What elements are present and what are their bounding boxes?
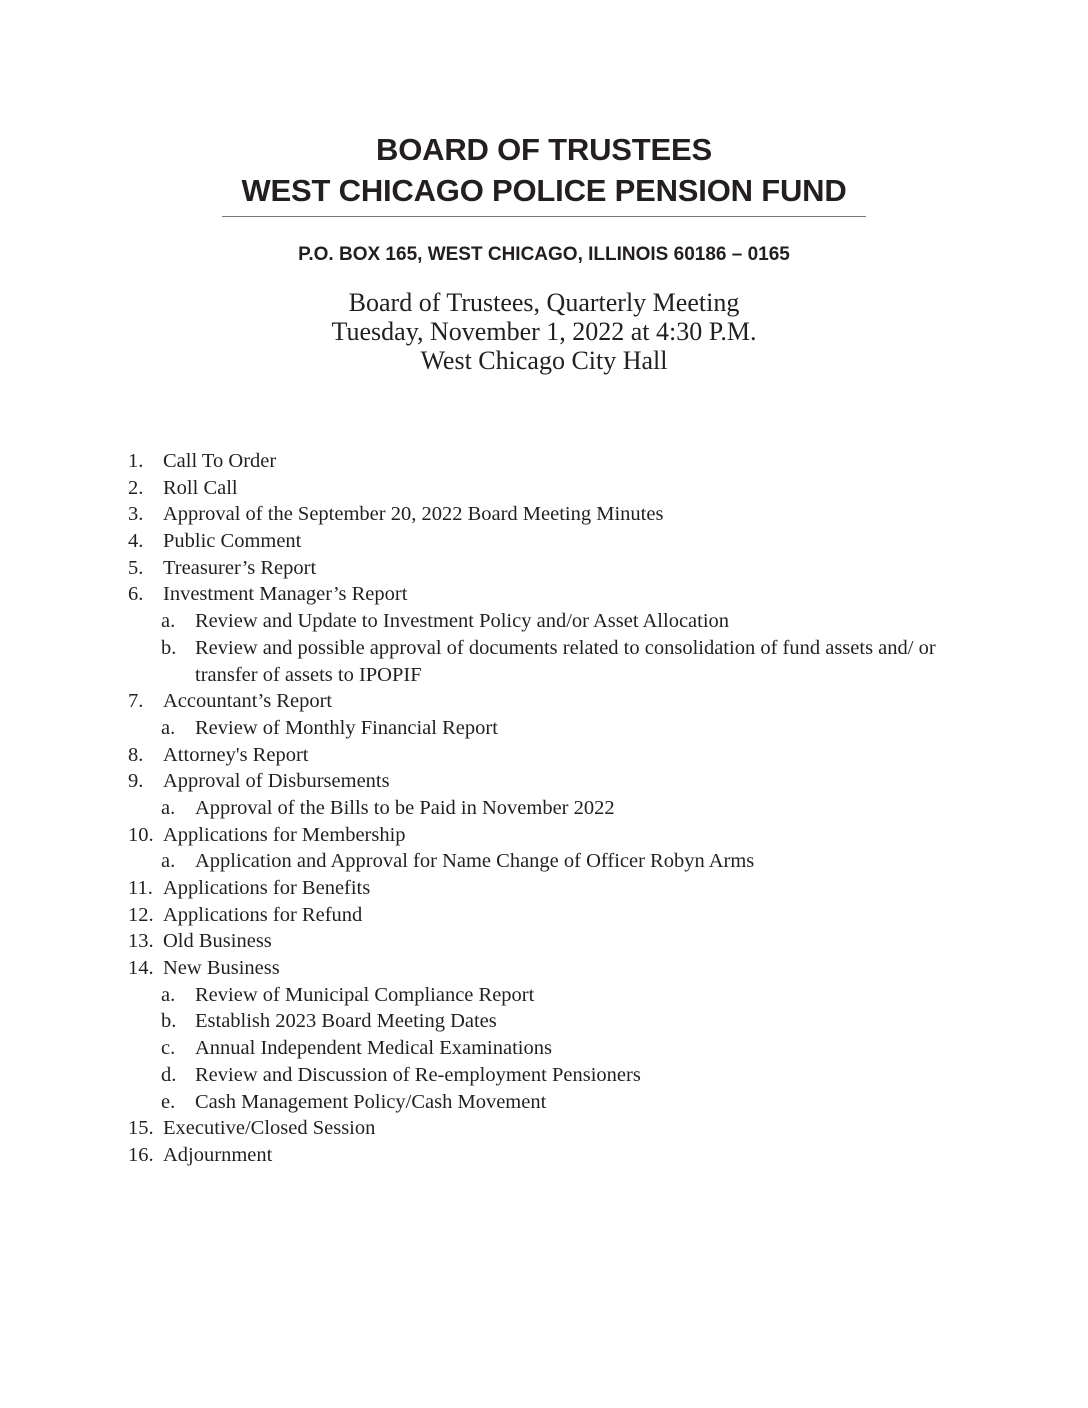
agenda-subitem-letter: d.	[161, 1063, 177, 1086]
agenda-item-number: 12.	[128, 903, 154, 926]
agenda-item-text: Old Business	[163, 930, 272, 953]
agenda-subitem-letter: a.	[161, 850, 176, 873]
agenda-item	[0, 475, 1088, 502]
agenda-list	[0, 448, 1088, 1169]
agenda-subitem-text: Review and possible approval of documents related to consolidation of fund assets and/ or transfer of assets to IPOPIF	[195, 636, 936, 686]
agenda-item-text: New Business	[163, 957, 280, 980]
agenda-item-text: Accountant’s Report	[163, 690, 333, 713]
agenda-item-number: 15.	[128, 1117, 154, 1140]
agenda-subitem-text: Review and Update to Investment Policy and/or Asset Allocation	[195, 610, 730, 633]
agenda-subitem-text: Establish 2023 Board Meeting Dates	[195, 1010, 497, 1033]
agenda-subitem-text: Review of Monthly Financial Report	[195, 716, 498, 739]
agenda-item-number: 4.	[128, 530, 144, 553]
agenda-subitem-text: Annual Independent Medical Examinations	[195, 1037, 552, 1060]
agenda-item-number: 1.	[128, 450, 144, 472]
agenda-item-text: Approval of Disbursements	[163, 770, 390, 793]
agenda-item	[0, 1142, 1088, 1169]
agenda-item-number: 16.	[128, 1143, 154, 1166]
agenda-item-text: Adjournment	[163, 1143, 273, 1166]
meeting-info	[0, 288, 1088, 375]
agenda-subitem	[0, 982, 1088, 1009]
agenda-item-text: Public Comment	[163, 530, 302, 553]
agenda-subitem	[0, 715, 1088, 742]
agenda-item-number: 11.	[128, 877, 153, 900]
agenda-subitem	[0, 1008, 1088, 1035]
title-divider	[222, 216, 866, 217]
meeting-name: Board of Trustees, Quarterly Meeting	[348, 288, 740, 317]
agenda-item	[0, 528, 1088, 555]
agenda-item-number: 8.	[128, 743, 144, 766]
agenda-item	[0, 448, 1088, 475]
agenda-subitem-text: Application and Approval for Name Change of Officer Robyn Arms	[195, 850, 755, 873]
agenda-item-number: 9.	[128, 770, 144, 793]
agenda-subitem	[0, 795, 1088, 822]
agenda-item-text: Attorney's Report	[163, 743, 309, 766]
agenda-item	[0, 688, 1088, 715]
agenda-item-number: 13.	[128, 930, 154, 953]
agenda-item-number: 6.	[128, 583, 144, 606]
agenda-item	[0, 822, 1088, 849]
agenda-item-text: Executive/Closed Session	[163, 1117, 376, 1140]
meeting-location: West Chicago City Hall	[420, 346, 668, 375]
agenda-item-number: 14.	[128, 957, 154, 980]
agenda-item-number: 2.	[128, 476, 144, 499]
agenda-item	[0, 875, 1088, 902]
agenda-item-text: Approval of the September 20, 2022 Board Meeting Minutes	[163, 503, 664, 526]
agenda-subitem-letter: a.	[161, 983, 176, 1006]
agenda-subitem	[0, 1062, 1088, 1089]
agenda-subitem-text: Review of Municipal Compliance Report	[195, 983, 535, 1006]
agenda-item-text: Applications for Benefits	[163, 877, 371, 900]
agenda-item-text: Investment Manager’s Report	[163, 583, 408, 606]
agenda-subitem-text: Cash Management Policy/Cash Movement	[195, 1090, 547, 1113]
agenda-item	[0, 555, 1088, 582]
agenda-item-number: 10.	[128, 823, 154, 846]
agenda-subitem	[0, 635, 1088, 688]
document-title-line1: BOARD OF TRUSTEES	[376, 132, 712, 167]
agenda-item-number: 3.	[128, 503, 144, 526]
agenda-subitem-letter: c.	[161, 1037, 176, 1060]
document-title-line2: WEST CHICAGO POLICE PENSION FUND	[241, 173, 847, 208]
agenda-item-text: Applications for Refund	[163, 903, 363, 926]
agenda-subitem	[0, 1035, 1088, 1062]
agenda-item	[0, 501, 1088, 528]
agenda-subitem-letter: b.	[161, 1010, 177, 1033]
agenda-item-text: Call To Order	[163, 450, 277, 472]
mailing-address: P.O. BOX 165, WEST CHICAGO, ILLINOIS 60186 – 0165	[298, 244, 790, 265]
agenda-subitem	[0, 608, 1088, 635]
agenda-subitem-letter: a.	[161, 610, 176, 633]
agenda-subitem	[0, 1089, 1088, 1116]
agenda-item	[0, 902, 1088, 929]
agenda-item	[0, 955, 1088, 982]
agenda-item	[0, 742, 1088, 769]
agenda-subitem-letter: b.	[161, 636, 177, 659]
agenda-subitem-letter: a.	[161, 796, 176, 819]
agenda-item-text: Applications for Membership	[163, 823, 406, 846]
agenda-subitem-letter: a.	[161, 716, 176, 739]
agenda-subitem-text: Review and Discussion of Re-employment Pensioners	[195, 1063, 641, 1086]
agenda-item-text: Roll Call	[163, 476, 238, 499]
agenda-item	[0, 1115, 1088, 1142]
agenda-item-number: 5.	[128, 556, 144, 579]
agenda-item	[0, 768, 1088, 795]
meeting-datetime: Tuesday, November 1, 2022 at 4:30 P.M.	[331, 317, 757, 346]
agenda-subitem	[0, 848, 1088, 875]
agenda-subitem-letter: e.	[161, 1090, 176, 1113]
agenda-item-number: 7.	[128, 690, 144, 713]
agenda-subitem-text: Approval of the Bills to be Paid in November 2022	[195, 796, 615, 819]
agenda-item-text: Treasurer’s Report	[163, 556, 317, 579]
agenda-item	[0, 581, 1088, 608]
agenda-item	[0, 928, 1088, 955]
